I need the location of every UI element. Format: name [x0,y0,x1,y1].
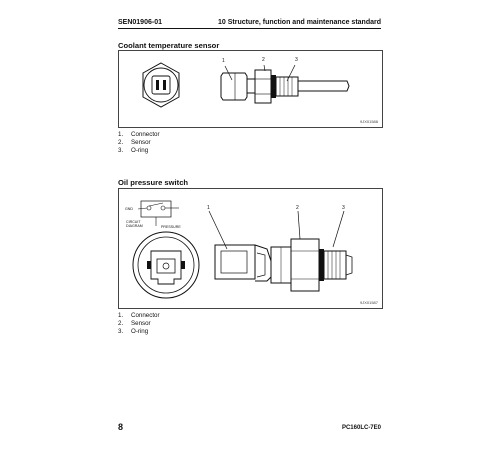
list-item: 3. O-ring [118,147,149,154]
section-title-oil-pressure-switch: Oil pressure switch [118,178,189,187]
coolant-sensor-figure [118,50,383,128]
callout-2: 2 [262,57,265,63]
callout-1: 1 [207,205,210,211]
list-item: 3. O-ring [118,328,149,335]
coolant-sensor-drawing [119,51,382,127]
list-item: 2. Sensor [118,320,151,327]
header-rule [118,28,381,29]
figure-id: 9JX01587 [359,300,378,305]
callout-3: 3 [342,205,345,211]
callout-2: 2 [296,205,299,211]
figure-id: 9JX01588 [359,119,378,124]
doc-code: SEN01906-01 [118,19,162,26]
model-code: PC160LC-7E0 [341,425,381,431]
page-number: 8 [118,422,124,432]
chapter-title: 10 Structure, function and maintenance standard [218,19,381,26]
schematic-gnd: GND [125,207,133,211]
coolant-parts-list [118,131,160,155]
callout-1: 1 [222,58,225,64]
list-item: 1. Connector [118,131,160,138]
oil-pressure-switch-figure [118,188,383,309]
section-title-coolant-sensor: Coolant temperature sensor [118,41,220,50]
schematic-circuit-diagram: CIRCUIT DIAGRAM [126,220,143,228]
oil-switch-parts-list [118,312,160,336]
list-item: 2. Sensor [118,139,151,146]
schematic-pressure: PRESSURE [161,225,181,229]
list-item: 1. Connector [118,312,160,319]
callout-3: 3 [295,57,298,63]
